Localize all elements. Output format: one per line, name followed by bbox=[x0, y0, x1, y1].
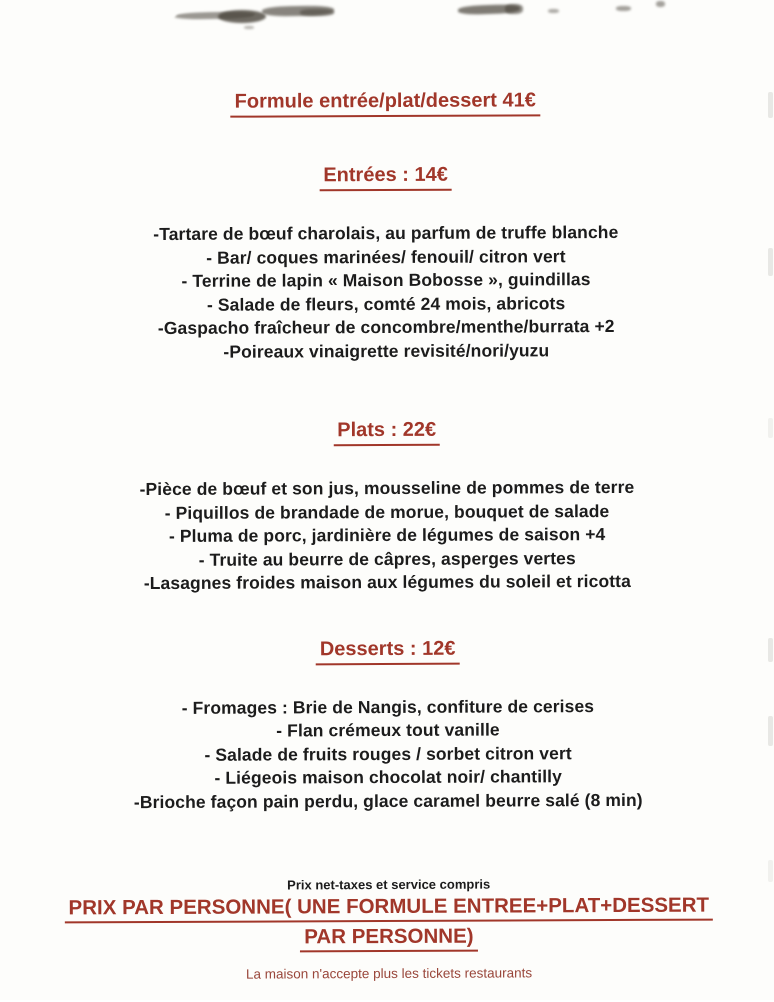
menu-item: -Pièce de bœuf et son jus, mousseline de pommes de terre bbox=[139, 476, 635, 500]
per-person-line1: PRIX PAR PERSONNE( UNE FORMULE ENTREE+PLAT+DESSERT bbox=[2, 893, 774, 923]
menu-item: -Tartare de bœuf charolais, au parfum de truffe blanche bbox=[153, 221, 619, 245]
menu-item: - Bar/ coques marinées/ fenouil/ citron vert bbox=[206, 245, 566, 268]
price-note: Prix net-taxes et service compris bbox=[287, 876, 491, 893]
menu-title bbox=[0, 0, 772, 119]
menu-item: - Pluma de porc, jardinière de légumes de saison +4 bbox=[168, 524, 606, 546]
menu-item: -Brioche façon pain perdu, glace caramel beurre salé (8 min) bbox=[133, 789, 643, 812]
tickets-note: La maison n'accepte plus les tickets restaurants bbox=[245, 965, 533, 982]
menu-item: - Piquillos de brandade de morue, bouquet de salade bbox=[164, 500, 610, 523]
menu-item: - Truite au beurre de câpres, asperges vertes bbox=[198, 547, 576, 570]
entrees-list bbox=[0, 220, 773, 364]
menu-item: - Salade de fruits rouges / sorbet citron vert bbox=[204, 742, 572, 765]
menu-item: - Liégeois maison chocolat noir/ chantilly bbox=[214, 766, 562, 788]
per-person-line2: PAR PERSONNE) bbox=[2, 923, 774, 953]
menu-item: - Salade de fleurs, comté 24 mois, abricots bbox=[206, 292, 566, 315]
menu-item: - Terrine de lapin « Maison Bobosse », guindillas bbox=[181, 269, 591, 291]
menu-title-text: Formule entrée/plat/dessert 41€ bbox=[231, 89, 540, 117]
menu-item: -Poireaux vinaigrette revisité/nori/yuzu bbox=[223, 339, 550, 362]
section-heading-entrees: Entrées : 14€ bbox=[0, 162, 773, 192]
menu-item: - Flan crémeux tout vanille bbox=[276, 719, 500, 741]
plats-list bbox=[0, 475, 774, 596]
section-heading-desserts: Desserts : 12€ bbox=[1, 636, 774, 666]
desserts-list bbox=[1, 694, 774, 815]
menu-item: -Lasagnes froides maison aux légumes du soleil et ricotta bbox=[143, 570, 631, 594]
menu-item: - Fromages : Brie de Nangis, confiture de cerises bbox=[181, 695, 595, 718]
per-person-notice bbox=[2, 893, 774, 953]
menu-item: -Gaspacho fraîcheur de concombre/menthe/burrata +2 bbox=[157, 316, 615, 338]
section-heading-plats: Plats : 22€ bbox=[0, 417, 774, 447]
